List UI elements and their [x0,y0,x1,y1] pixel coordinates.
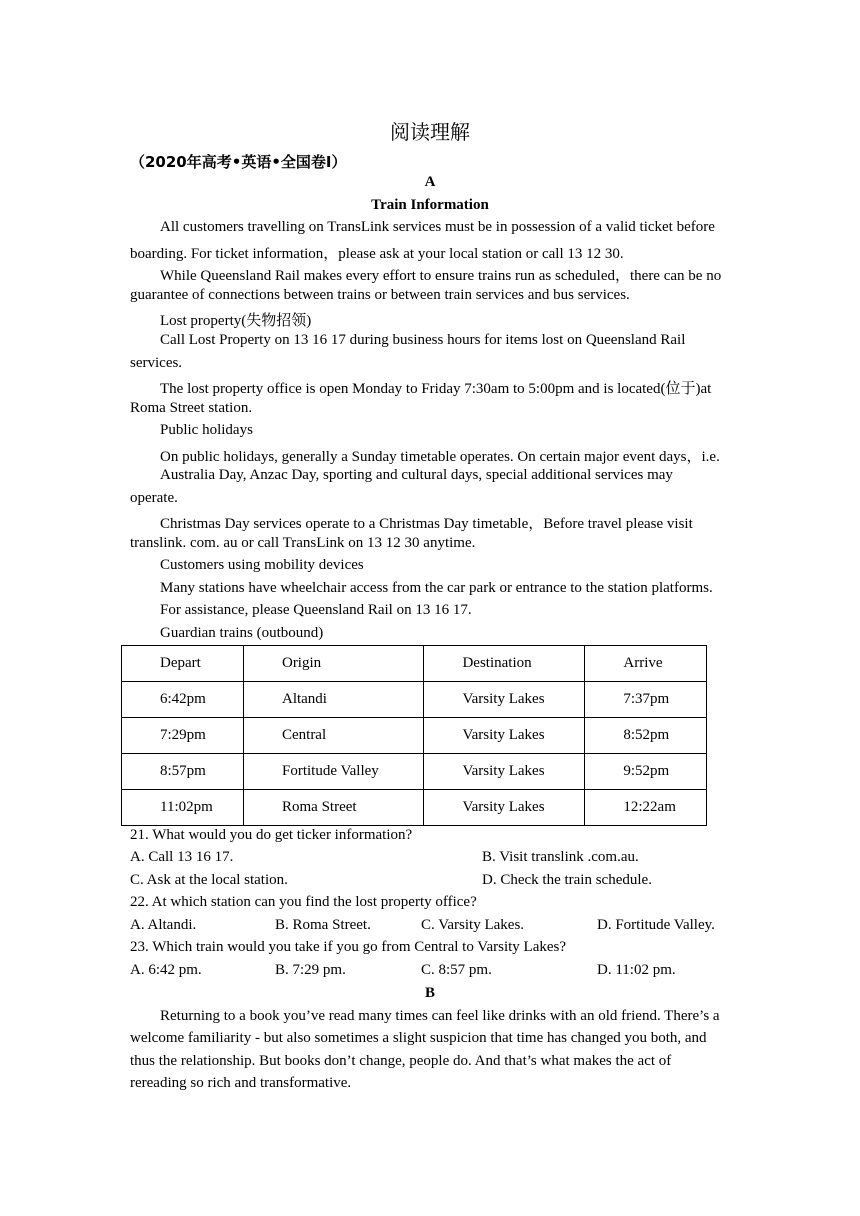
section-b-letter: B [424,985,435,1001]
table-row [122,718,707,754]
table-cell: 11:02pm [122,790,244,826]
option-b: B. Visit translink .com.au. [482,849,639,865]
option-a: A. Altandi. [130,917,197,933]
table-cell: 8:57pm [122,754,244,790]
column-header: Origin [243,646,423,682]
passage-a-line: On public holidays, generally a Sunday timetable operates. On certain major event days，i.e. [160,449,720,465]
passage-b-line: thus the relationship. But books don’t change, people do. And that’s what makes the act of [130,1053,672,1069]
option-d: D. Check the train schedule. [482,872,652,888]
passage-a-line: operate. [130,490,178,506]
section-a-letter: A [424,174,436,190]
table-cell: 6:42pm [122,682,244,718]
table-header-row [122,646,707,682]
page-title: 阅读理解 [390,120,470,144]
passage-a-line: Call Lost Property on 13 16 17 during business hours for items lost on Queensland Rail [160,332,686,348]
passage-a-line: For assistance, please Queensland Rail on 13 16 17. [160,602,472,618]
passage-a-line: Many stations have wheelchair access from the car park or entrance to the station platforms. [160,580,713,596]
option-d: D. Fortitude Valley. [597,917,715,933]
column-header: Destination [424,646,585,682]
table-cell: Altandi [243,682,423,718]
passage-a-line: Roma Street station. [130,400,253,416]
train-schedule-table [121,645,707,826]
subheading-lost-property: Lost property(失物招领) [160,313,312,329]
passage-a-line: boarding. For ticket information，please ask at your local station or call 13 12 30. [130,246,624,262]
option-b: B. Roma Street. [275,917,371,933]
question-stem: 23. Which train would you take if you go from Central to Varsity Lakes? [130,939,567,955]
passage-b-line: Returning to a book you’ve read many times can feel like drinks with an old friend. There’s a [160,1008,720,1024]
passage-b-line: welcome familiarity - but also sometimes a slight suspicion that time has changed you both, and [130,1030,707,1046]
table-cell: 9:52pm [585,754,707,790]
column-header: Arrive [585,646,707,682]
option-d: D. 11:02 pm. [597,962,676,978]
subheading-mobility: Customers using mobility devices [160,557,364,573]
table-cell: Varsity Lakes [424,718,585,754]
table-cell: 8:52pm [585,718,707,754]
table-row [122,790,707,826]
table-cell: Varsity Lakes [424,790,585,826]
passage-a-line: Christmas Day services operate to a Christmas Day timetable，Before travel please visit [160,516,693,532]
passage-a-line: All customers travelling on TransLink services must be in possession of a valid ticket before [160,219,715,235]
passage-a-line: While Queensland Rail makes every effort to ensure trains run as scheduled，there can be no [160,268,722,284]
passage-a-line: guarantee of connections between trains or between train services and bus services. [130,287,630,303]
passage-a-line: services. [130,355,183,371]
passage-a-line: translink. com. au or call TransLink on 13 12 30 anytime. [130,535,476,551]
subheading-public-holidays: Public holidays [160,422,253,438]
table-cell: 7:37pm [585,682,707,718]
passage-a-line: Australia Day, Anzac Day, sporting and cultural days, special additional services may [160,467,673,483]
option-c: C. Ask at the local station. [130,872,288,888]
column-header: Depart [122,646,244,682]
table-caption: Guardian trains (outbound) [160,625,324,641]
table-cell: Central [243,718,423,754]
option-c: C. Varsity Lakes. [421,917,525,933]
table-cell: Varsity Lakes [424,754,585,790]
exam-source: （2020年高考•英语•全国卷Ⅰ） [130,153,347,171]
table-row [122,682,707,718]
passage-a-line: The lost property office is open Monday to Friday 7:30am to 5:00pm and is located(位于)at [160,381,712,397]
option-b: B. 7:29 pm. [275,962,346,978]
table-cell: Varsity Lakes [424,682,585,718]
table-cell: Fortitude Valley [243,754,423,790]
table-cell: 7:29pm [122,718,244,754]
passage-b-line: rereading so rich and transformative. [130,1075,352,1091]
question-stem: 21. What would you do get ticker information? [130,827,413,843]
question-stem: 22. At which station can you find the lost property office? [130,894,477,910]
table-cell: Roma Street [243,790,423,826]
option-c: C. 8:57 pm. [421,962,492,978]
option-a: A. 6:42 pm. [130,962,202,978]
section-a-heading: Train Information [371,197,489,213]
option-a: A. Call 13 16 17. [130,849,234,865]
table-row [122,754,707,790]
table-cell: 12:22am [585,790,707,826]
